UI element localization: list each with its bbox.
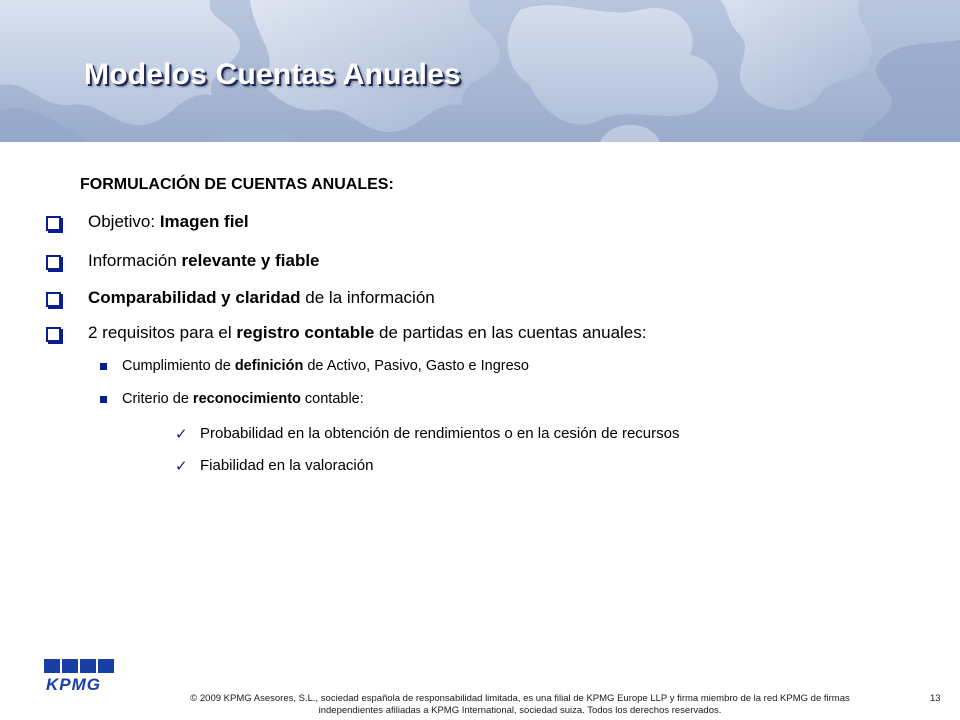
copyright-line: independientes afiliadas a KPMG International, sociedad suiza. Todos los derechos reservados. xyxy=(318,705,722,716)
list-item-text: 2 requisitos para el registro contable de partidas en las cuentas anuales: xyxy=(88,323,647,342)
filled-square-icon xyxy=(100,396,107,403)
kpmg-logo xyxy=(44,659,114,693)
hollow-square-icon xyxy=(46,216,61,231)
section-heading: FORMULACIÓN DE CUENTAS ANUALES: xyxy=(80,176,394,193)
kpmg-logo-icon xyxy=(44,659,114,693)
checkmark-icon: ✓ xyxy=(175,457,188,475)
sub-list-item-text: Cumplimiento de definición de Activo, Pasivo, Gasto e Ingreso xyxy=(122,358,529,374)
hollow-square-icon xyxy=(46,327,61,342)
sub-list-item-text: Criterio de reconocimiento contable: xyxy=(122,391,364,407)
check-list-item-text: Fiabilidad en la valoración xyxy=(200,457,374,474)
copyright-notice xyxy=(140,693,900,717)
check-list-item-text: Probabilidad en la obtención de rendimientos o en la cesión de recursos xyxy=(200,425,680,442)
list-item-text: Objetivo: Imagen fiel xyxy=(88,212,249,231)
page-number: 13 xyxy=(930,693,941,704)
hollow-square-icon xyxy=(46,255,61,270)
hollow-square-icon xyxy=(46,292,61,307)
header-banner xyxy=(0,0,960,142)
list-item-text: Información relevante y fiable xyxy=(88,251,320,270)
copyright-line: © 2009 KPMG Asesores, S.L., sociedad española de responsabilidad limitada, es una filial de KPMG Europe LLP y firma miembro de la red KPMG de firmas xyxy=(190,693,850,704)
filled-square-icon xyxy=(100,363,107,370)
kpmg-logo-text: KPMG xyxy=(46,675,101,693)
page-title: Modelos Cuentas Anuales xyxy=(84,58,461,91)
checkmark-icon: ✓ xyxy=(175,425,188,443)
list-item-text: Comparabilidad y claridad de la información xyxy=(88,288,435,307)
